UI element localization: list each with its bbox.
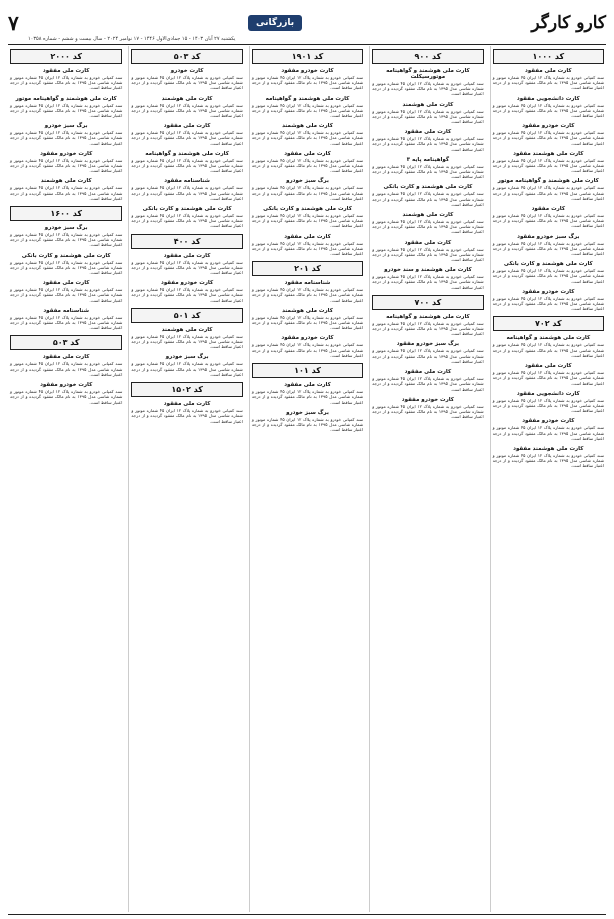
classified-ad xyxy=(372,129,483,152)
ad-title: کارت خودرو مفقود xyxy=(522,418,575,425)
classified-ad xyxy=(372,341,483,364)
ad-title: کارت ملی هوشمند مفقود xyxy=(513,150,584,157)
ad-title: کارت دانشجویی مفقود xyxy=(516,390,580,397)
ad-title: برگ سبز خودرو xyxy=(44,225,88,232)
classified-ad xyxy=(131,178,242,201)
ad-title: کارت ملی هوشمند و کارت بانکی xyxy=(503,261,593,268)
ad-title: کارت ملی هوشمند و کارت بانکی xyxy=(263,206,352,213)
ad-title: کارت ملی هوشمند مفقود xyxy=(513,445,584,452)
ad-body: سند کمپانی خودرو به شماره پلاک ۱۲ ایران ۴۵ شماره موتور و شماره شاسی مدل ۱۳۹۵ به نام مالک مفقود گردیده و از درجه اعتبار ساقط است. xyxy=(492,75,604,91)
ad-body: سند کمپانی خودرو به شماره پلاک ۱۲ ایران ۴۵ شماره موتور و شماره شاسی مدل ۱۳۹۵ به نام مالک مفقود گردیده و از درجه اعتبار ساقط است. xyxy=(10,157,123,174)
classified-ad xyxy=(493,96,604,119)
ad-body: سند کمپانی خودرو به شماره پلاک ۱۲ ایران ۴۵ شماره موتور و شماره شاسی مدل ۱۳۹۵ به نام مالک مفقود گردیده و از درجه اعتبار ساقط است. xyxy=(492,157,604,174)
ad-title: کارت ملی هوشمند xyxy=(282,123,333,130)
ad-title: کارت خودرو مفقود xyxy=(281,335,334,342)
ad-title: کارت خودرو مفقود xyxy=(401,396,454,403)
ad-title: برگ سبز خودرو xyxy=(165,354,209,361)
classified-ad xyxy=(10,178,122,201)
ad-body: سند کمپانی خودرو به شماره پلاک ۱۲ ایران ۴۵ شماره موتور و شماره شاسی مدل ۱۳۹۵ به نام مالک مفقود گردیده و از درجه اعتبار ساقط است. xyxy=(251,102,364,119)
classified-ad xyxy=(10,382,122,405)
ad-body: سند کمپانی خودرو به شماره پلاک ۱۲ ایران ۴۵ شماره موتور و شماره شاسی مدل ۱۳۹۵ به نام مالک مفقود گردیده و از درجه اعتبار ساقط است. xyxy=(372,246,484,263)
classified-ad xyxy=(252,234,363,257)
section-badge: بازرگانی xyxy=(248,15,302,31)
ad-body: سند کمپانی خودرو به شماره پلاک ۱۲ ایران ۴۵ شماره موتور و شماره شاسی مدل ۱۳۹۵ به نام مالک مفقود گردیده و از درجه اعتبار ساقط است. xyxy=(372,348,484,364)
ad-title: برگ سبز خودرو مفقود xyxy=(517,233,580,240)
classified-ad xyxy=(131,354,242,377)
ad-body: سند کمپانی خودرو به شماره پلاک ۱۲ ایران ۴۵ شماره موتور و شماره شاسی مدل ۱۳۹۵ به نام مالک مفقود گردیده و از درجه اعتبار ساقط است. xyxy=(131,361,243,377)
ad-title: کارت ملی مفقود xyxy=(42,280,90,287)
ad-title: کارت ملی هوشمند xyxy=(161,95,213,102)
classified-ad xyxy=(252,151,363,174)
classified-ad xyxy=(131,327,242,350)
classified-ad xyxy=(493,261,604,284)
ad-title: کارت ملی مفقود xyxy=(404,129,452,136)
ad-title: کارت خودرو مفقود xyxy=(40,150,93,157)
ad-body: سند کمپانی خودرو به شماره پلاک ۱۲ ایران ۴۵ شماره موتور و شماره شاسی مدل ۱۳۹۵ به نام مالک مفقود گردیده و از درجه اعتبار ساقط است. xyxy=(372,403,484,420)
ad-title: کارت ملی هوشمند xyxy=(282,307,333,314)
ad-body: سند کمپانی خودرو به شماره پلاک ۱۲ ایران ۴۵ شماره موتور و شماره شاسی مدل ۱۳۹۵ به نام مالک مفقود گردیده و از درجه اعتبار ساقط است. xyxy=(492,295,604,312)
classified-ad xyxy=(252,178,363,201)
ad-body: سند کمپانی خودرو به شماره پلاک ۱۲ ایران ۴۵ شماره موتور و شماره شاسی مدل ۱۳۹۵ به نام مالک مفقود گردیده و از درجه اعتبار ساقط است. xyxy=(372,376,484,392)
classified-ad xyxy=(493,446,604,469)
classified-ad xyxy=(493,335,604,358)
ad-body: سند کمپانی خودرو به شماره پلاک ۱۲ ایران ۴۵ شماره موتور و شماره شاسی مدل ۱۳۹۵ به نام مالک مفقود گردیده و از درجه اعتبار ساقط است. xyxy=(492,452,604,469)
ad-body: سند کمپانی خودرو به شماره پلاک ۱۲ ایران ۴۵ شماره موتور و شماره شاسی مدل ۱۳۹۵ به نام مالک مفقود گردیده و از درجه اعتبار ساقط است. xyxy=(251,213,364,229)
ad-body: سند کمپانی خودرو به شماره پلاک ۱۲ ایران ۴۵ شماره موتور و شماره شاسی مدل ۱۳۹۵ به نام مالک مفقود گردیده و از درجه اعتبار ساقط است. xyxy=(10,102,123,119)
ad-body: سند کمپانی خودرو به شماره پلاک ۱۲ ایران ۴۵ شماره موتور و شماره شاسی مدل ۱۳۹۵ به نام مالک مفقود گردیده و از درجه اعتبار ساقط است. xyxy=(251,185,364,201)
ad-body: سند کمپانی خودرو به شماره پلاک ۱۲ ایران ۴۵ شماره موتور و شماره شاسی مدل ۱۳۹۵ به نام مالک مفقود گردیده و از درجه اعتبار ساقط است. xyxy=(131,102,243,119)
ad-body: سند کمپانی خودرو به شماره پلاک ۱۲ ایران ۴۵ شماره موتور و شماره شاسی مدل ۱۳۹۵ به نام مالک مفقود گردیده و از درجه اعتبار ساقط است. xyxy=(372,219,484,235)
ad-title: کارت ملی مفقود xyxy=(284,233,331,240)
classified-ad xyxy=(252,96,363,119)
classifieds-column xyxy=(369,46,485,912)
classified-ad xyxy=(10,151,122,174)
ad-title: کارت خودرو مفقود xyxy=(40,382,93,389)
classified-ad xyxy=(493,234,604,257)
ad-body: سند کمپانی خودرو به شماره پلاک ۱۲ ایران ۴۵ شماره موتور و شماره شاسی مدل ۱۳۹۵ به نام مالک مفقود گردیده و از درجه اعتبار ساقط است. xyxy=(372,320,484,337)
ad-title: کارت ملی مفقود xyxy=(525,363,572,370)
classified-ad xyxy=(131,68,242,91)
ad-body: سند کمپانی خودرو به شماره پلاک ۱۲ ایران ۴۵ شماره موتور و شماره شاسی مدل ۱۳۹۵ به نام مالک مفقود گردیده و از درجه اعتبار ساقط است. xyxy=(251,240,364,257)
classified-ad xyxy=(10,123,122,146)
code-box: کد ۴۰۰ xyxy=(131,234,242,249)
classified-ad xyxy=(252,410,363,433)
code-box: کد ۱۶۰۰ xyxy=(10,206,122,221)
ad-title: برگ سبز خودرو xyxy=(44,123,88,130)
ad-body: سند کمپانی خودرو به شماره پلاک ۱۲ ایران ۴۵ شماره موتور و شماره شاسی مدل ۱۳۹۵ به نام مالک مفقود گردیده و از درجه اعتبار ساقط است. xyxy=(131,408,243,424)
classified-ad xyxy=(252,280,363,303)
classified-ad xyxy=(493,151,604,174)
code-box: کد ۱۵۰۲ xyxy=(131,382,242,397)
ad-title: کارت ملی هوشمند و کارت بانکی xyxy=(142,206,232,213)
ad-body: سند کمپانی خودرو به شماره پلاک ۱۲ ایران ۴۵ شماره موتور و شماره شاسی مدل ۱۳۹۵ به نام مالک مفقود گردیده و از درجه اعتبار ساقط است. xyxy=(131,213,243,229)
classified-ad xyxy=(252,335,363,358)
ad-title: کارت ملی هوشمند و گواهینامه موتور xyxy=(15,95,117,102)
ad-title: کارت ملی مفقود xyxy=(163,252,211,259)
ad-title: کارت ملی مفقود xyxy=(42,354,90,361)
ad-body: سند کمپانی خودرو به شماره پلاک ۱۲ ایران ۴۵ شماره موتور و شماره شاسی مدل ۱۳۹۵ به نام مالک مفقود گردیده و از درجه اعتبار ساقط است. xyxy=(131,259,243,276)
classifieds-column xyxy=(490,46,606,912)
classified-ad xyxy=(10,68,122,91)
classifieds-column xyxy=(8,46,124,912)
classified-ad xyxy=(131,253,242,276)
code-box: کد ۷۰۰ xyxy=(372,295,483,310)
classified-ad xyxy=(131,151,242,174)
ad-body: سند کمپانی خودرو به شماره پلاک ۱۲ ایران ۴۵ شماره موتور و شماره شاسی مدل ۱۳۹۵ به نام مالک مفقود گردیده و از درجه اعتبار ساقط است. xyxy=(492,342,604,358)
dateline xyxy=(8,36,606,45)
classifieds-grid xyxy=(8,46,606,912)
bottom-rule xyxy=(8,914,606,915)
classified-ad xyxy=(10,96,122,119)
ad-title: کارت ملی هوشمند و کارت بانکی xyxy=(21,252,111,259)
classified-ad xyxy=(131,96,242,119)
ad-body: سند کمپانی خودرو به شماره پلاک ۱۲ ایران ۴۵ شماره موتور و شماره شاسی مدل ۱۳۹۵ به نام مالک مفقود گردیده و از درجه اعتبار ساقط است. xyxy=(372,191,484,207)
ad-title: کارت ملی مفقود xyxy=(404,369,452,376)
code-box: کد ۵۰۳ xyxy=(131,49,242,64)
classified-ad xyxy=(493,178,604,201)
code-box: کد ۱۰۰۰ xyxy=(493,49,604,64)
ad-title: کارت ملی هوشمند و گواهینامه موتورسیکلت xyxy=(386,68,470,80)
ad-body: سند کمپانی خودرو به شماره پلاک ۱۲ ایران ۴۵ شماره موتور و شماره شاسی مدل ۱۳۹۵ به نام مالک مفقود گردیده و از درجه اعتبار ساقط است. xyxy=(10,259,123,276)
ad-body: سند کمپانی خودرو به شماره پلاک ۱۲ ایران ۴۵ شماره موتور و شماره شاسی مدل ۱۳۹۵ به نام مالک مفقود گردیده و از درجه اعتبار ساقط است. xyxy=(492,268,604,284)
classified-ad xyxy=(493,418,604,441)
ad-body: سند کمپانی خودرو به شماره پلاک ۱۲ ایران ۴۵ شماره موتور و شماره شاسی مدل ۱۳۹۵ به نام مالک مفقود گردیده و از درجه اعتبار ساقط است. xyxy=(251,157,364,174)
classified-ad xyxy=(252,206,363,229)
ad-title: کارت دانشجویی مفقود xyxy=(516,95,580,102)
ad-title: کارت ملی هوشمند xyxy=(402,101,454,108)
classified-ad xyxy=(10,253,122,276)
ad-body: سند کمپانی خودرو به شماره پلاک ۱۲ ایران ۴۵ شماره موتور و شماره شاسی مدل ۱۳۹۵ به نام مالک مفقود گردیده و از درجه اعتبار ساقط است. xyxy=(10,287,123,303)
dateline-text: یکشنبه ۲۷ آبان ۱۴۰۳ - ۱۵ جمادی‌الاول ۱۴۴۶ - ۱۷ نوامبر ۲۰۲۴ - سال بیست و ششم - شماره ۱۰۳۵۸ xyxy=(28,36,236,42)
masthead xyxy=(8,6,606,40)
ad-title: شناسنامه مفقود xyxy=(43,307,90,314)
ad-body: سند کمپانی خودرو به شماره پلاک ۱۲ ایران ۴۵ شماره موتور و شماره شاسی مدل ۱۳۹۵ به نام مالک مفقود گردیده و از درجه اعتبار ساقط است. xyxy=(251,416,364,433)
ad-body: سند کمپانی خودرو به شماره پلاک ۱۲ ایران ۴۵ شماره موتور و شماره شاسی مدل ۱۳۹۵ به نام مالک مفقود گردیده و از درجه اعتبار ساقط است. xyxy=(10,389,123,405)
brand-logo: کارو کارگر xyxy=(531,13,606,33)
classified-ad xyxy=(372,397,483,420)
ad-body: سند کمپانی خودرو به شماره پلاک ۱۲ ایران ۴۵ شماره موتور و شماره شاسی مدل ۱۳۹۵ به نام مالک مفقود گردیده و از درجه اعتبار ساقط است. xyxy=(372,274,484,290)
ad-body: سند کمپانی خودرو به شماره پلاک ۱۲ ایران ۴۵ شماره موتور و شماره شاسی مدل ۱۳۹۵ به نام مالک مفقود گردیده و از درجه اعتبار ساقط است. xyxy=(492,425,604,441)
classified-ad xyxy=(131,123,242,146)
classifieds-column xyxy=(249,46,365,912)
ad-title: کارت خودرو مفقود xyxy=(281,68,334,74)
ad-title: کارت ملی مفقود xyxy=(42,68,90,74)
ad-title: کارت خودرو مفقود xyxy=(161,280,214,287)
code-box: کد ۲۰۰۰ xyxy=(10,49,122,64)
ad-title: گواهینامه پایه ۳ xyxy=(406,156,450,163)
classified-ad xyxy=(372,314,483,337)
code-box: کد ۲۰۱ xyxy=(252,261,363,276)
classified-ad xyxy=(493,289,604,312)
classifieds-column xyxy=(128,46,244,912)
ad-body: سند کمپانی خودرو به شماره پلاک ۱۲ ایران ۴۵ شماره موتور و شماره شاسی مدل ۱۳۹۵ به نام مالک مفقود گردیده و از درجه اعتبار ساقط است. xyxy=(131,185,243,201)
classified-ad xyxy=(252,308,363,331)
classified-ad xyxy=(372,212,483,235)
ad-body: سند کمپانی خودرو به شماره پلاک ۱۲ ایران ۴۵ شماره موتور و شماره شاسی مدل ۱۳۹۵ به نام مالک مفقود گردیده و از درجه اعتبار ساقط است. xyxy=(372,163,484,180)
classified-ad xyxy=(372,68,483,97)
code-box: کد ۷۰۲ xyxy=(493,316,604,331)
code-box: کد ۵۰۳ xyxy=(10,335,122,350)
classified-ad xyxy=(372,240,483,263)
ad-title: کارت خودرو مفقود xyxy=(522,123,575,130)
ad-title: کارت مفقود xyxy=(531,206,566,213)
ad-title: کارت ملی هوشمند و کارت بانکی xyxy=(383,184,473,191)
classified-ad xyxy=(131,206,242,229)
page-number: ۷ xyxy=(8,11,19,35)
ad-title: کارت ملی هوشمند و گواهینامه xyxy=(506,335,591,342)
classified-ad xyxy=(10,225,122,248)
ad-title: شناسنامه مفقود xyxy=(164,178,210,185)
classified-ad xyxy=(493,68,604,91)
ad-title: کارت ملی مفقود xyxy=(163,401,211,408)
classified-ad xyxy=(372,184,483,207)
classified-ad xyxy=(493,123,604,146)
code-box: کد ۱۹۰۱ xyxy=(252,49,363,64)
ad-title: کارت ملی مفقود xyxy=(284,382,331,389)
ad-title: کارت خودرو xyxy=(170,68,204,74)
ad-body: سند کمپانی خودرو به شماره پلاک ۱۲ ایران ۴۵ شماره موتور و شماره شاسی مدل ۱۳۹۵ به نام مالک مفقود گردیده و از درجه اعتبار ساقط است. xyxy=(131,287,243,303)
ad-title: کارت ملی مفقود xyxy=(284,150,331,157)
classified-ad xyxy=(10,308,122,331)
ad-title: کارت ملی مفقود xyxy=(525,68,572,74)
ad-body: سند کمپانی خودرو به شماره پلاک ۱۲ ایران ۴۵ شماره موتور و شماره شاسی مدل ۱۳۹۵ به نام مالک مفقود گردیده و از درجه اعتبار ساقط است. xyxy=(251,130,364,146)
ad-body: سند کمپانی خودرو به شماره پلاک ۱۲ ایران ۴۵ شماره موتور و شماره شاسی مدل ۱۳۹۵ به نام مالک مفقود گردیده و از درجه اعتبار ساقط است. xyxy=(10,314,123,331)
ad-body: سند کمپانی خودرو به شماره پلاک ۱۲ ایران ۴۵ شماره موتور و شماره شاسی مدل ۱۳۹۵ به نام مالک مفقود گردیده و از درجه اعتبار ساقط است. xyxy=(10,75,123,91)
ad-title: کارت ملی مفقود xyxy=(404,239,452,246)
ad-body: سند کمپانی خودرو به شماره پلاک ۱۲ ایران ۴۵ شماره موتور و شماره شاسی مدل ۱۳۹۵ به نام مالک مفقود گردیده و از درجه اعتبار ساقط است. xyxy=(10,361,123,377)
ad-title: کارت ملی هوشمند و گواهینامه xyxy=(265,95,350,102)
ad-body: سند کمپانی خودرو به شماره پلاک ۱۲ ایران ۴۵ شماره موتور و شماره شاسی مدل ۱۳۹۵ به نام مالک مفقود گردیده و از درجه اعتبار ساقط است. xyxy=(372,108,484,125)
ad-body: سند کمپانی خودرو به شماره پلاک ۱۲ ایران ۴۵ شماره موتور و شماره شاسی مدل ۱۳۹۵ به نام مالک مفقود گردیده و از درجه اعتبار ساقط است. xyxy=(10,185,123,201)
classified-ad xyxy=(131,280,242,303)
ad-body: سند کمپانی خودرو به شماره پلاک ۱۲ ایران ۴۵ شماره موتور و شماره شاسی مدل ۱۳۹۵ به نام مالک مفقود گردیده و از درجه اعتبار ساقط است. xyxy=(10,232,123,248)
classified-ad xyxy=(131,401,242,424)
ad-body: سند کمپانی خودرو به شماره پلاک ۱۲ ایران ۴۵ شماره موتور و شماره شاسی مدل ۱۳۹۵ به نام مالک مفقود گردیده و از درجه اعتبار ساقط است. xyxy=(251,75,364,91)
ad-title: برگ سبز خودرو مفقود xyxy=(396,341,460,348)
ad-title: برگ سبز خودرو xyxy=(286,409,329,416)
ad-title: کارت خودرو مفقود xyxy=(522,288,575,295)
ad-title: شناسنامه مفقود xyxy=(284,280,331,287)
code-box: کد ۵۰۱ xyxy=(131,308,242,323)
classified-ad xyxy=(493,206,604,229)
code-box: کد ۹۰۰ xyxy=(372,49,483,64)
classified-ad xyxy=(372,267,483,290)
ad-body: سند کمپانی خودرو به شماره پلاک ۱۲ ایران ۴۵ شماره موتور و شماره شاسی مدل ۱۳۹۵ به نام مالک مفقود گردیده و از درجه اعتبار ساقط است. xyxy=(251,342,364,358)
ad-body: سند کمپانی خودرو به شماره پلاک ۱۲ ایران ۴۵ شماره موتور و شماره شاسی مدل ۱۳۹۵ به نام مالک مفقود گردیده و از درجه اعتبار ساقط است. xyxy=(10,130,123,146)
ad-body: سند کمپانی خودرو به شماره پلاک ۱۲ ایران ۴۵ شماره موتور و شماره شاسی مدل ۱۳۹۵ به نام مالک مفقود گردیده و از درجه اعتبار ساقط است. xyxy=(492,213,604,229)
ad-title: کارت ملی هوشمند xyxy=(40,178,92,185)
ad-body: سند کمپانی خودرو به شماره پلاک ۱۲ ایران ۴۵ شماره موتور و شماره شاسی مدل ۱۳۹۵ به نام مالک مفقود گردیده و از درجه اعتبار ساقط است. xyxy=(251,314,364,331)
ad-body: سند کمپانی خودرو به شماره پلاک ۱۲ ایران ۴۵ شماره موتور و شماره شاسی مدل ۱۳۹۵ به نام مالک مفقود گردیده و از درجه اعتبار ساقط است. xyxy=(492,397,604,414)
ad-title: کارت ملی هوشمند و گواهینامه xyxy=(386,313,470,320)
ad-title: کارت ملی هوشمند و سند خودرو xyxy=(384,267,472,274)
classified-ad xyxy=(372,102,483,125)
classified-ad xyxy=(10,280,122,303)
ad-body: سند کمپانی خودرو به شماره پلاک ۱۲ ایران ۴۵ شماره موتور و شماره شاسی مدل ۱۳۹۵ به نام مالک مفقود گردیده و از درجه اعتبار ساقط است. xyxy=(492,240,604,257)
code-box: کد ۱۰۱ xyxy=(252,363,363,378)
ad-body: سند کمپانی خودرو به شماره پلاک ۱۲ ایران ۴۵ شماره موتور و شماره شاسی مدل ۱۳۹۵ به نام مالک مفقود گردیده و از درجه اعتبار ساقط است. xyxy=(251,389,364,405)
ad-body: سند کمپانی خودرو به شماره پلاک ۱۲ ایران ۴۵ شماره موتور و شماره شاسی مدل ۱۳۹۵ به نام مالک مفقود گردیده و از درجه اعتبار ساقط است. xyxy=(372,81,484,97)
ad-title: کارت ملی هوشمند و گواهینامه موتور xyxy=(497,178,599,185)
classified-ad xyxy=(372,157,483,180)
classified-ad xyxy=(10,354,122,377)
ad-body: سند کمپانی خودرو به شماره پلاک ۱۲ ایران ۴۵ شماره موتور و شماره شاسی مدل ۱۳۹۵ به نام مالک مفقود گردیده و از درجه اعتبار ساقط است. xyxy=(251,287,364,303)
ad-body: سند کمپانی خودرو به شماره پلاک ۱۲ ایران ۴۵ شماره موتور و شماره شاسی مدل ۱۳۹۵ به نام مالک مفقود گردیده و از درجه اعتبار ساقط است. xyxy=(492,130,604,146)
ad-body: سند کمپانی خودرو به شماره پلاک ۱۲ ایران ۴۵ شماره موتور و شماره شاسی مدل ۱۳۹۵ به نام مالک مفقود گردیده و از درجه اعتبار ساقط است. xyxy=(131,130,243,146)
ad-title: کارت ملی هوشمند xyxy=(161,326,213,333)
ad-title: کارت ملی مفقود xyxy=(163,123,211,130)
ad-body: سند کمپانی خودرو به شماره پلاک ۱۲ ایران ۴۵ شماره موتور و شماره شاسی مدل ۱۳۹۵ به نام مالک مفقود گردیده و از درجه اعتبار ساقط است. xyxy=(492,370,604,386)
ad-body: سند کمپانی خودرو به شماره پلاک ۱۲ ایران ۴۵ شماره موتور و شماره شاسی مدل ۱۳۹۵ به نام مالک مفقود گردیده و از درجه اعتبار ساقط است. xyxy=(131,333,243,350)
ad-title: کارت ملی هوشمند و گواهینامه xyxy=(145,150,229,157)
ad-title: کارت ملی هوشمند xyxy=(402,212,454,219)
ad-body: سند کمپانی خودرو به شماره پلاک ۱۲ ایران ۴۵ شماره موتور و شماره شاسی مدل ۱۳۹۵ به نام مالک مفقود گردیده و از درجه اعتبار ساقط است. xyxy=(492,185,604,201)
classified-ad xyxy=(252,68,363,91)
classified-ad xyxy=(372,369,483,392)
ad-body: سند کمپانی خودرو به شماره پلاک ۱۲ ایران ۴۵ شماره موتور و شماره شاسی مدل ۱۳۹۵ به نام مالک مفقود گردیده و از درجه اعتبار ساقط است. xyxy=(131,75,243,91)
classified-ad xyxy=(252,382,363,405)
classified-ad xyxy=(493,391,604,414)
ad-body: سند کمپانی خودرو به شماره پلاک ۱۲ ایران ۴۵ شماره موتور و شماره شاسی مدل ۱۳۹۵ به نام مالک مفقود گردیده و از درجه اعتبار ساقط است. xyxy=(372,136,484,152)
ad-title: برگ سبز خودرو xyxy=(286,178,329,185)
classified-ad xyxy=(493,363,604,386)
ad-body: سند کمپانی خودرو به شماره پلاک ۱۲ ایران ۴۵ شماره موتور و شماره شاسی مدل ۱۳۹۵ به نام مالک مفقود گردیده و از درجه اعتبار ساقط است. xyxy=(492,102,604,119)
ad-body: سند کمپانی خودرو به شماره پلاک ۱۲ ایران ۴۵ شماره موتور و شماره شاسی مدل ۱۳۹۵ به نام مالک مفقود گردیده و از درجه اعتبار ساقط است. xyxy=(131,157,243,174)
classified-ad xyxy=(252,123,363,146)
